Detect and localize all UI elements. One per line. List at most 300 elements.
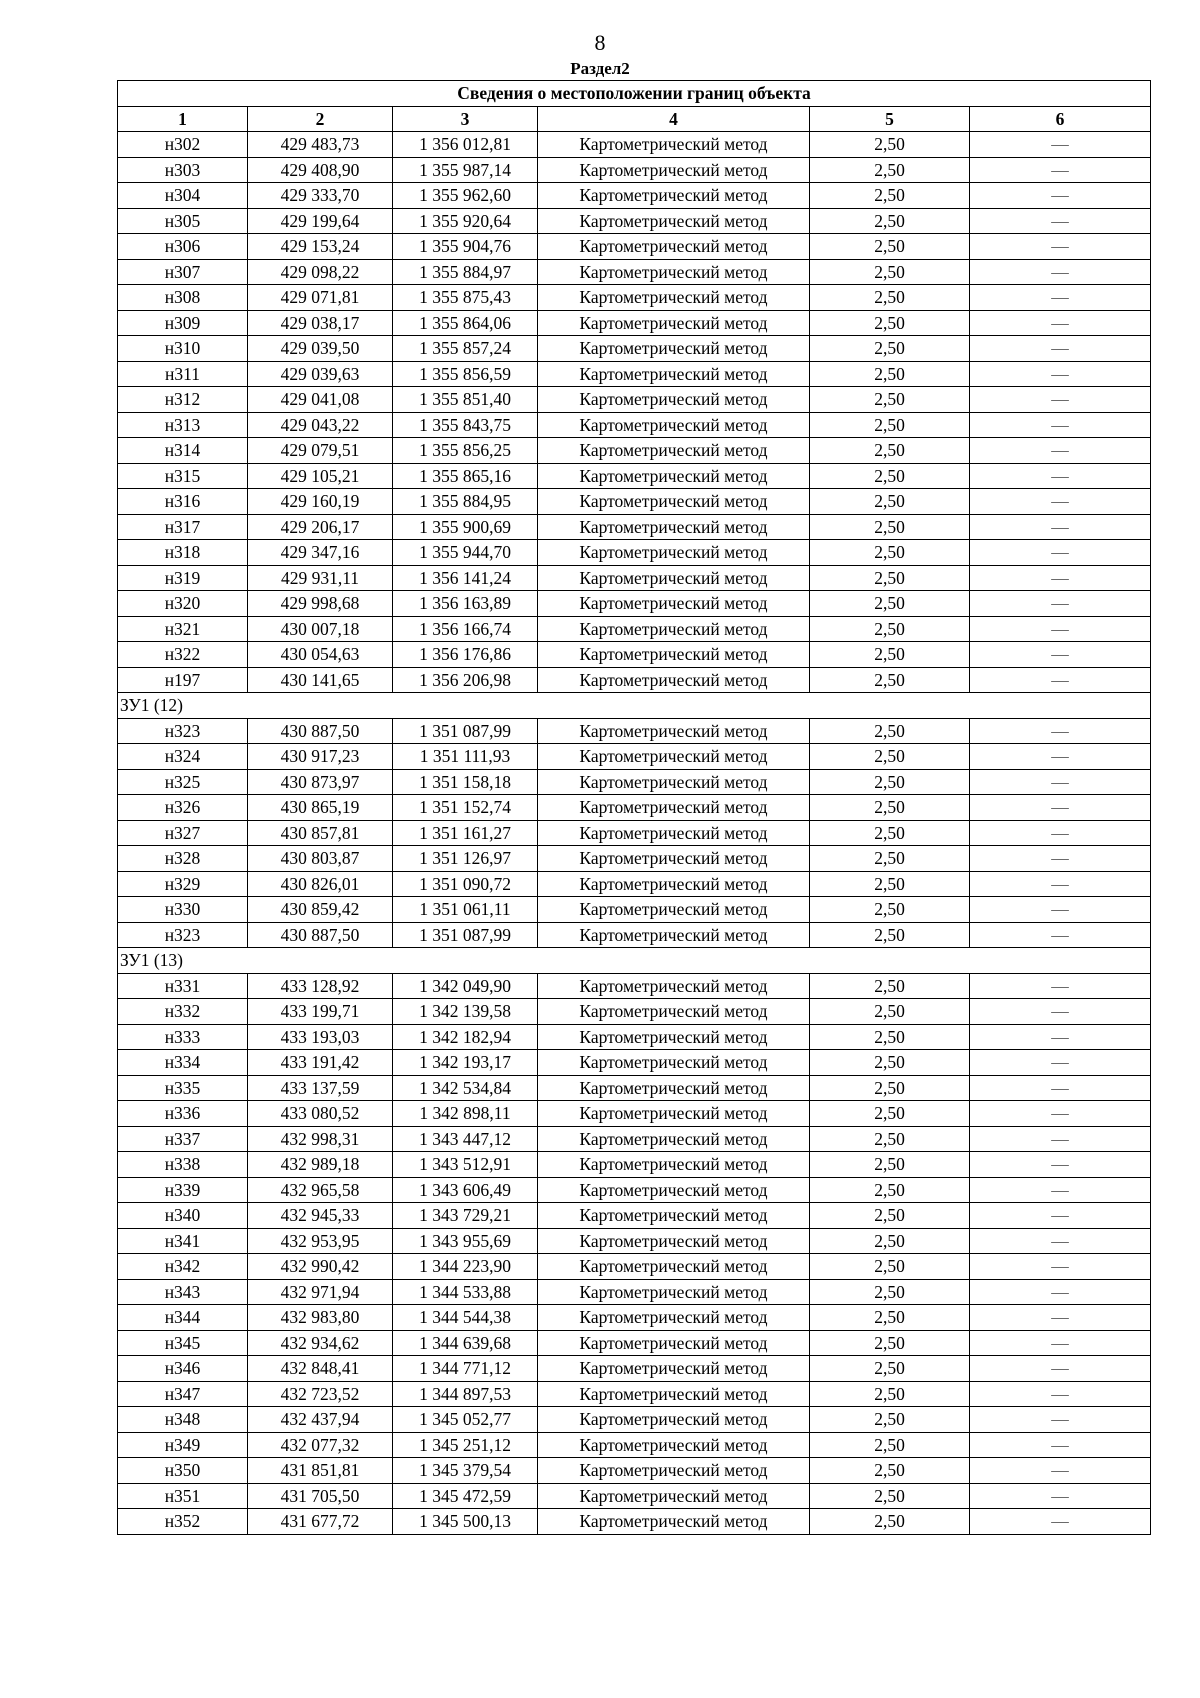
point-number-cell: н344 — [118, 1305, 248, 1331]
point-number-cell: н348 — [118, 1407, 248, 1433]
table-row — [118, 820, 1151, 846]
group-row — [118, 693, 1151, 719]
point-number-cell: н319 — [118, 565, 248, 591]
point-number-cell: н335 — [118, 1075, 248, 1101]
table-row — [118, 412, 1151, 438]
x-coordinate-cell: 430 873,97 — [248, 769, 393, 795]
point-number-cell: н315 — [118, 463, 248, 489]
accuracy-cell: 2,50 — [810, 616, 970, 642]
accuracy-cell: 2,50 — [810, 259, 970, 285]
method-cell: Картометрический метод — [538, 361, 810, 387]
note-cell: — — [970, 1024, 1151, 1050]
method-cell: Картометрический метод — [538, 514, 810, 540]
y-coordinate-cell: 1 342 898,11 — [393, 1101, 538, 1127]
x-coordinate-cell: 432 934,62 — [248, 1330, 393, 1356]
y-coordinate-cell: 1 351 161,27 — [393, 820, 538, 846]
table-row — [118, 973, 1151, 999]
point-number-cell: н347 — [118, 1381, 248, 1407]
x-coordinate-cell: 429 483,73 — [248, 132, 393, 158]
table-row — [118, 1050, 1151, 1076]
x-coordinate-cell: 432 965,58 — [248, 1177, 393, 1203]
accuracy-cell: 2,50 — [810, 846, 970, 872]
y-coordinate-cell: 1 342 534,84 — [393, 1075, 538, 1101]
accuracy-cell: 2,50 — [810, 1330, 970, 1356]
y-coordinate-cell: 1 355 987,14 — [393, 157, 538, 183]
point-number-cell: н336 — [118, 1101, 248, 1127]
method-cell: Картометрический метод — [538, 642, 810, 668]
x-coordinate-cell: 433 080,52 — [248, 1101, 393, 1127]
y-coordinate-cell: 1 351 158,18 — [393, 769, 538, 795]
y-coordinate-cell: 1 345 500,13 — [393, 1509, 538, 1535]
table-row — [118, 361, 1151, 387]
accuracy-cell: 2,50 — [810, 769, 970, 795]
y-coordinate-cell: 1 351 111,93 — [393, 744, 538, 770]
note-cell: — — [970, 922, 1151, 948]
accuracy-cell: 2,50 — [810, 336, 970, 362]
accuracy-cell: 2,50 — [810, 1228, 970, 1254]
note-cell: — — [970, 285, 1151, 311]
point-number-cell: н320 — [118, 591, 248, 617]
note-cell: — — [970, 1356, 1151, 1382]
table-row — [118, 1330, 1151, 1356]
x-coordinate-cell: 430 007,18 — [248, 616, 393, 642]
method-cell: Картометрический метод — [538, 922, 810, 948]
y-coordinate-cell: 1 355 920,64 — [393, 208, 538, 234]
point-number-cell: н352 — [118, 1509, 248, 1535]
x-coordinate-cell: 429 931,11 — [248, 565, 393, 591]
point-number-cell: н322 — [118, 642, 248, 668]
note-cell: — — [970, 438, 1151, 464]
point-number-cell: н325 — [118, 769, 248, 795]
point-number-cell: н339 — [118, 1177, 248, 1203]
accuracy-cell: 2,50 — [810, 183, 970, 209]
point-number-cell: н306 — [118, 234, 248, 260]
accuracy-cell: 2,50 — [810, 1279, 970, 1305]
table-row — [118, 999, 1151, 1025]
table-row — [118, 846, 1151, 872]
point-number-cell: н341 — [118, 1228, 248, 1254]
point-number-cell: н334 — [118, 1050, 248, 1076]
group-row — [118, 948, 1151, 974]
point-number-cell: н309 — [118, 310, 248, 336]
x-coordinate-cell: 430 054,63 — [248, 642, 393, 668]
note-cell: — — [970, 361, 1151, 387]
accuracy-cell: 2,50 — [810, 1152, 970, 1178]
method-cell: Картометрический метод — [538, 999, 810, 1025]
note-cell: — — [970, 1381, 1151, 1407]
point-number-cell: н328 — [118, 846, 248, 872]
point-number-cell: н318 — [118, 540, 248, 566]
accuracy-cell: 2,50 — [810, 1305, 970, 1331]
method-cell: Картометрический метод — [538, 846, 810, 872]
table-title-row — [118, 81, 1151, 107]
accuracy-cell: 2,50 — [810, 234, 970, 260]
x-coordinate-cell: 432 723,52 — [248, 1381, 393, 1407]
point-number-cell: н305 — [118, 208, 248, 234]
x-coordinate-cell: 432 077,32 — [248, 1432, 393, 1458]
point-number-cell: н307 — [118, 259, 248, 285]
x-coordinate-cell: 429 038,17 — [248, 310, 393, 336]
note-cell: — — [970, 387, 1151, 413]
point-number-cell: н346 — [118, 1356, 248, 1382]
method-cell: Картометрический метод — [538, 208, 810, 234]
note-cell: — — [970, 616, 1151, 642]
y-coordinate-cell: 1 356 166,74 — [393, 616, 538, 642]
method-cell: Картометрический метод — [538, 1509, 810, 1535]
note-cell: — — [970, 795, 1151, 821]
accuracy-cell: 2,50 — [810, 897, 970, 923]
method-cell: Картометрический метод — [538, 1228, 810, 1254]
accuracy-cell: 2,50 — [810, 514, 970, 540]
table-row — [118, 183, 1151, 209]
y-coordinate-cell: 1 343 606,49 — [393, 1177, 538, 1203]
x-coordinate-cell: 430 859,42 — [248, 897, 393, 923]
table-row — [118, 336, 1151, 362]
point-number-cell: н313 — [118, 412, 248, 438]
x-coordinate-cell: 429 206,17 — [248, 514, 393, 540]
table-title: Сведения о местоположении границ объекта — [118, 81, 1151, 107]
accuracy-cell: 2,50 — [810, 157, 970, 183]
accuracy-cell: 2,50 — [810, 1432, 970, 1458]
method-cell: Картометрический метод — [538, 132, 810, 158]
table-row — [118, 1177, 1151, 1203]
note-cell: — — [970, 718, 1151, 744]
table-row — [118, 1228, 1151, 1254]
note-cell: — — [970, 336, 1151, 362]
note-cell: — — [970, 744, 1151, 770]
accuracy-cell: 2,50 — [810, 565, 970, 591]
method-cell: Картометрический метод — [538, 769, 810, 795]
point-number-cell: н316 — [118, 489, 248, 515]
y-coordinate-cell: 1 355 904,76 — [393, 234, 538, 260]
y-coordinate-cell: 1 351 090,72 — [393, 871, 538, 897]
x-coordinate-cell: 429 041,08 — [248, 387, 393, 413]
accuracy-cell: 2,50 — [810, 744, 970, 770]
y-coordinate-cell: 1 342 182,94 — [393, 1024, 538, 1050]
accuracy-cell: 2,50 — [810, 1177, 970, 1203]
y-coordinate-cell: 1 355 864,06 — [393, 310, 538, 336]
table-row — [118, 769, 1151, 795]
column-header: 4 — [538, 106, 810, 132]
note-cell: — — [970, 208, 1151, 234]
method-cell: Картометрический метод — [538, 1305, 810, 1331]
method-cell: Картометрический метод — [538, 667, 810, 693]
y-coordinate-cell: 1 345 052,77 — [393, 1407, 538, 1433]
point-number-cell: н349 — [118, 1432, 248, 1458]
method-cell: Картометрический метод — [538, 259, 810, 285]
table-row — [118, 871, 1151, 897]
y-coordinate-cell: 1 355 843,75 — [393, 412, 538, 438]
y-coordinate-cell: 1 351 152,74 — [393, 795, 538, 821]
column-header: 3 — [393, 106, 538, 132]
x-coordinate-cell: 431 677,72 — [248, 1509, 393, 1535]
accuracy-cell: 2,50 — [810, 820, 970, 846]
point-number-cell: н312 — [118, 387, 248, 413]
method-cell: Картометрический метод — [538, 718, 810, 744]
x-coordinate-cell: 430 857,81 — [248, 820, 393, 846]
method-cell: Картометрический метод — [538, 1075, 810, 1101]
boundary-coordinates-table — [117, 80, 1151, 1535]
note-cell: — — [970, 642, 1151, 668]
point-number-cell: н323 — [118, 718, 248, 744]
method-cell: Картометрический метод — [538, 387, 810, 413]
x-coordinate-cell: 432 953,95 — [248, 1228, 393, 1254]
x-coordinate-cell: 429 039,63 — [248, 361, 393, 387]
y-coordinate-cell: 1 344 639,68 — [393, 1330, 538, 1356]
note-cell: — — [970, 973, 1151, 999]
table-row — [118, 1305, 1151, 1331]
x-coordinate-cell: 432 971,94 — [248, 1279, 393, 1305]
table-row — [118, 1509, 1151, 1535]
point-number-cell: н311 — [118, 361, 248, 387]
x-coordinate-cell: 432 945,33 — [248, 1203, 393, 1229]
table-row — [118, 387, 1151, 413]
point-number-cell: н324 — [118, 744, 248, 770]
y-coordinate-cell: 1 355 875,43 — [393, 285, 538, 311]
point-number-cell: н302 — [118, 132, 248, 158]
y-coordinate-cell: 1 356 176,86 — [393, 642, 538, 668]
table-row — [118, 616, 1151, 642]
note-cell: — — [970, 1050, 1151, 1076]
table-row — [118, 540, 1151, 566]
x-coordinate-cell: 432 437,94 — [248, 1407, 393, 1433]
table-row — [118, 1101, 1151, 1127]
point-number-cell: н310 — [118, 336, 248, 362]
method-cell: Картометрический метод — [538, 820, 810, 846]
x-coordinate-cell: 429 098,22 — [248, 259, 393, 285]
accuracy-cell: 2,50 — [810, 1509, 970, 1535]
note-cell: — — [970, 769, 1151, 795]
table-row — [118, 310, 1151, 336]
table-row — [118, 565, 1151, 591]
section-title: Раздел2 — [570, 59, 630, 78]
method-cell: Картометрический метод — [538, 1356, 810, 1382]
y-coordinate-cell: 1 343 512,91 — [393, 1152, 538, 1178]
table-row — [118, 285, 1151, 311]
method-cell: Картометрический метод — [538, 310, 810, 336]
note-cell: — — [970, 234, 1151, 260]
note-cell: — — [970, 259, 1151, 285]
method-cell: Картометрический метод — [538, 1330, 810, 1356]
method-cell: Картометрический метод — [538, 1152, 810, 1178]
table-row — [118, 1126, 1151, 1152]
table-row — [118, 489, 1151, 515]
y-coordinate-cell: 1 343 447,12 — [393, 1126, 538, 1152]
x-coordinate-cell: 430 826,01 — [248, 871, 393, 897]
note-cell: — — [970, 489, 1151, 515]
y-coordinate-cell: 1 342 049,90 — [393, 973, 538, 999]
table-row — [118, 1407, 1151, 1433]
table-row — [118, 157, 1151, 183]
accuracy-cell: 2,50 — [810, 667, 970, 693]
x-coordinate-cell: 432 998,31 — [248, 1126, 393, 1152]
x-coordinate-cell: 430 865,19 — [248, 795, 393, 821]
note-cell: — — [970, 1101, 1151, 1127]
x-coordinate-cell: 430 887,50 — [248, 922, 393, 948]
note-cell: — — [970, 1509, 1151, 1535]
method-cell: Картометрический метод — [538, 463, 810, 489]
method-cell: Картометрический метод — [538, 1279, 810, 1305]
point-number-cell: н333 — [118, 1024, 248, 1050]
x-coordinate-cell: 432 989,18 — [248, 1152, 393, 1178]
accuracy-cell: 2,50 — [810, 132, 970, 158]
table-row — [118, 718, 1151, 744]
accuracy-cell: 2,50 — [810, 1483, 970, 1509]
y-coordinate-cell: 1 355 884,95 — [393, 489, 538, 515]
table-row — [118, 667, 1151, 693]
table-row — [118, 438, 1151, 464]
x-coordinate-cell: 429 043,22 — [248, 412, 393, 438]
table-row — [118, 591, 1151, 617]
note-cell: — — [970, 514, 1151, 540]
x-coordinate-cell: 433 191,42 — [248, 1050, 393, 1076]
note-cell: — — [970, 157, 1151, 183]
note-cell: — — [970, 897, 1151, 923]
note-cell: — — [970, 132, 1151, 158]
method-cell: Картометрический метод — [538, 1126, 810, 1152]
note-cell: — — [970, 412, 1151, 438]
y-coordinate-cell: 1 345 251,12 — [393, 1432, 538, 1458]
x-coordinate-cell: 429 071,81 — [248, 285, 393, 311]
note-cell: — — [970, 1254, 1151, 1280]
method-cell: Картометрический метод — [538, 1203, 810, 1229]
y-coordinate-cell: 1 342 139,58 — [393, 999, 538, 1025]
point-number-cell: н331 — [118, 973, 248, 999]
method-cell: Картометрический метод — [538, 871, 810, 897]
x-coordinate-cell: 429 105,21 — [248, 463, 393, 489]
method-cell: Картометрический метод — [538, 1458, 810, 1484]
x-coordinate-cell: 431 851,81 — [248, 1458, 393, 1484]
note-cell: — — [970, 1432, 1151, 1458]
column-number-row — [118, 106, 1151, 132]
y-coordinate-cell: 1 345 472,59 — [393, 1483, 538, 1509]
note-cell: — — [970, 999, 1151, 1025]
x-coordinate-cell: 431 705,50 — [248, 1483, 393, 1509]
point-number-cell: н343 — [118, 1279, 248, 1305]
method-cell: Картометрический метод — [538, 234, 810, 260]
y-coordinate-cell: 1 344 771,12 — [393, 1356, 538, 1382]
note-cell: — — [970, 1305, 1151, 1331]
method-cell: Картометрический метод — [538, 795, 810, 821]
method-cell: Картометрический метод — [538, 1432, 810, 1458]
accuracy-cell: 2,50 — [810, 438, 970, 464]
y-coordinate-cell: 1 355 884,97 — [393, 259, 538, 285]
method-cell: Картометрический метод — [538, 540, 810, 566]
y-coordinate-cell: 1 351 126,97 — [393, 846, 538, 872]
table-row — [118, 1279, 1151, 1305]
y-coordinate-cell: 1 355 900,69 — [393, 514, 538, 540]
x-coordinate-cell: 430 141,65 — [248, 667, 393, 693]
accuracy-cell: 2,50 — [810, 1254, 970, 1280]
accuracy-cell: 2,50 — [810, 1024, 970, 1050]
note-cell: — — [970, 183, 1151, 209]
x-coordinate-cell: 433 137,59 — [248, 1075, 393, 1101]
accuracy-cell: 2,50 — [810, 922, 970, 948]
point-number-cell: н308 — [118, 285, 248, 311]
point-number-cell: н351 — [118, 1483, 248, 1509]
accuracy-cell: 2,50 — [810, 489, 970, 515]
x-coordinate-cell: 430 803,87 — [248, 846, 393, 872]
x-coordinate-cell: 433 193,03 — [248, 1024, 393, 1050]
accuracy-cell: 2,50 — [810, 795, 970, 821]
accuracy-cell: 2,50 — [810, 285, 970, 311]
method-cell: Картометрический метод — [538, 591, 810, 617]
table-row — [118, 1381, 1151, 1407]
accuracy-cell: 2,50 — [810, 718, 970, 744]
accuracy-cell: 2,50 — [810, 1075, 970, 1101]
y-coordinate-cell: 1 355 962,60 — [393, 183, 538, 209]
point-number-cell: н330 — [118, 897, 248, 923]
note-cell: — — [970, 820, 1151, 846]
note-cell: — — [970, 1177, 1151, 1203]
y-coordinate-cell: 1 343 955,69 — [393, 1228, 538, 1254]
y-coordinate-cell: 1 345 379,54 — [393, 1458, 538, 1484]
table-row — [118, 1458, 1151, 1484]
note-cell: — — [970, 1279, 1151, 1305]
point-number-cell: н323 — [118, 922, 248, 948]
method-cell: Картометрический метод — [538, 1177, 810, 1203]
note-cell: — — [970, 565, 1151, 591]
table-row — [118, 1024, 1151, 1050]
x-coordinate-cell: 429 347,16 — [248, 540, 393, 566]
column-header: 5 — [810, 106, 970, 132]
x-coordinate-cell: 429 199,64 — [248, 208, 393, 234]
column-header: 1 — [118, 106, 248, 132]
method-cell: Картометрический метод — [538, 1050, 810, 1076]
method-cell: Картометрический метод — [538, 1483, 810, 1509]
point-number-cell: н329 — [118, 871, 248, 897]
table-row — [118, 1483, 1151, 1509]
method-cell: Картометрический метод — [538, 1254, 810, 1280]
method-cell: Картометрический метод — [538, 285, 810, 311]
method-cell: Картометрический метод — [538, 183, 810, 209]
table-row — [118, 234, 1151, 260]
point-number-cell: н321 — [118, 616, 248, 642]
table-row — [118, 922, 1151, 948]
y-coordinate-cell: 1 343 729,21 — [393, 1203, 538, 1229]
table-row — [118, 208, 1151, 234]
x-coordinate-cell: 429 333,70 — [248, 183, 393, 209]
y-coordinate-cell: 1 344 897,53 — [393, 1381, 538, 1407]
y-coordinate-cell: 1 355 857,24 — [393, 336, 538, 362]
table-row — [118, 259, 1151, 285]
x-coordinate-cell: 430 917,23 — [248, 744, 393, 770]
y-coordinate-cell: 1 356 141,24 — [393, 565, 538, 591]
table-row — [118, 514, 1151, 540]
group-label: ЗУ1 (12) — [118, 693, 1151, 719]
accuracy-cell: 2,50 — [810, 871, 970, 897]
y-coordinate-cell: 1 342 193,17 — [393, 1050, 538, 1076]
method-cell: Картометрический метод — [538, 489, 810, 515]
accuracy-cell: 2,50 — [810, 1458, 970, 1484]
method-cell: Картометрический метод — [538, 412, 810, 438]
method-cell: Картометрический метод — [538, 157, 810, 183]
table-row — [118, 132, 1151, 158]
accuracy-cell: 2,50 — [810, 642, 970, 668]
method-cell: Картометрический метод — [538, 1024, 810, 1050]
method-cell: Картометрический метод — [538, 438, 810, 464]
point-number-cell: н314 — [118, 438, 248, 464]
y-coordinate-cell: 1 351 087,99 — [393, 922, 538, 948]
table-row — [118, 1152, 1151, 1178]
x-coordinate-cell: 432 848,41 — [248, 1356, 393, 1382]
note-cell: — — [970, 667, 1151, 693]
y-coordinate-cell: 1 355 856,59 — [393, 361, 538, 387]
note-cell: — — [970, 871, 1151, 897]
accuracy-cell: 2,50 — [810, 310, 970, 336]
y-coordinate-cell: 1 355 865,16 — [393, 463, 538, 489]
accuracy-cell: 2,50 — [810, 412, 970, 438]
